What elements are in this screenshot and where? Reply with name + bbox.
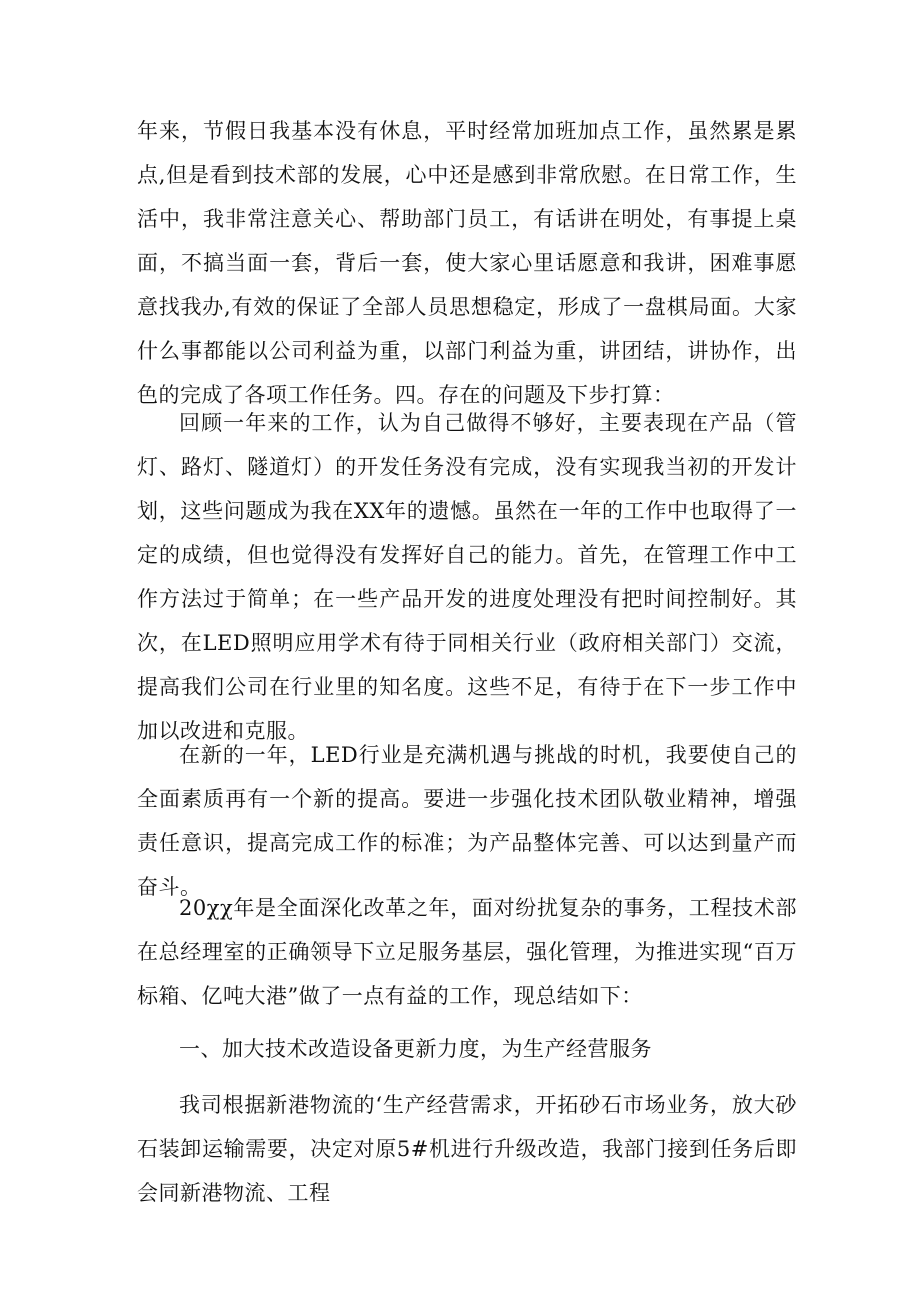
paragraph-1: 年来，节假日我基本没有休息，平时经常加班加点工作，虽然累是累点,但是看到技术部的发展，心中还是感到非常欣慰。在日常工作，生活中，我非常注意关心、帮助部门员工，有话讲在明处，有事提上桌面，不搞当面一套，背后一套，使大家心里话愿意和我讲，困难事愿意找我办,有效的保证了全部人员思想稳定，形成了一盘棋局面。大家什么事都能以公司利益为重，以部门利益为重，讲团结，讲协作，出色的完成了各项工作任务。四。存在的问题及下步打算： xyxy=(137,119,797,407)
paragraph-4: 20χχ年是全面深化改革之年，面对纷扰复杂的事务，工程技术部在总经理室的正确领导下立足服务基层，强化管理，为推进实现“百万标箱、亿吨大港”做了一点有益的工作，现总结如下： xyxy=(137,896,797,1008)
paragraph-2: 回顾一年来的工作，认为自己做得不够好，主要表现在产品（管灯、路灯、隧道灯）的开发任务没有完成，没有实现我当初的开发计划，这些问题成为我在XX年的遗憾。虽然在一年的工作中也取得了一定的成绩，但也觉得没有发挥好自己的能力。首先，在管理工作中工作方法过于简单；在一些产品开发的进度处理没有把时间控制好。其次，在LED照明应用学术有待于同相关行业（政府相关部门）交流，提高我们公司在行业里的知名度。这些不足，有待于在下一步工作中加以改进和克服。 xyxy=(137,411,797,743)
paragraph-3: 在新的一年，LED行业是充满机遇与挑战的时机，我要使自己的全面素质再有一个新的提高。要进一步强化技术团队敬业精神，增强责任意识，提高完成工作的标准；为产品整体完善、可以达到量产而奋斗。 xyxy=(137,743,797,899)
paragraph-5: 我司根据新港物流的‘生产经营需求，开拓砂石市场业务，放大砂石装卸运输需要，决定对原5#机进行升级改造，我部门接到任务后即会同新港物流、工程 xyxy=(137,1093,797,1205)
section-heading: 一、加大技术改造设备更新力度，为生产经营服务 xyxy=(179,1037,652,1061)
